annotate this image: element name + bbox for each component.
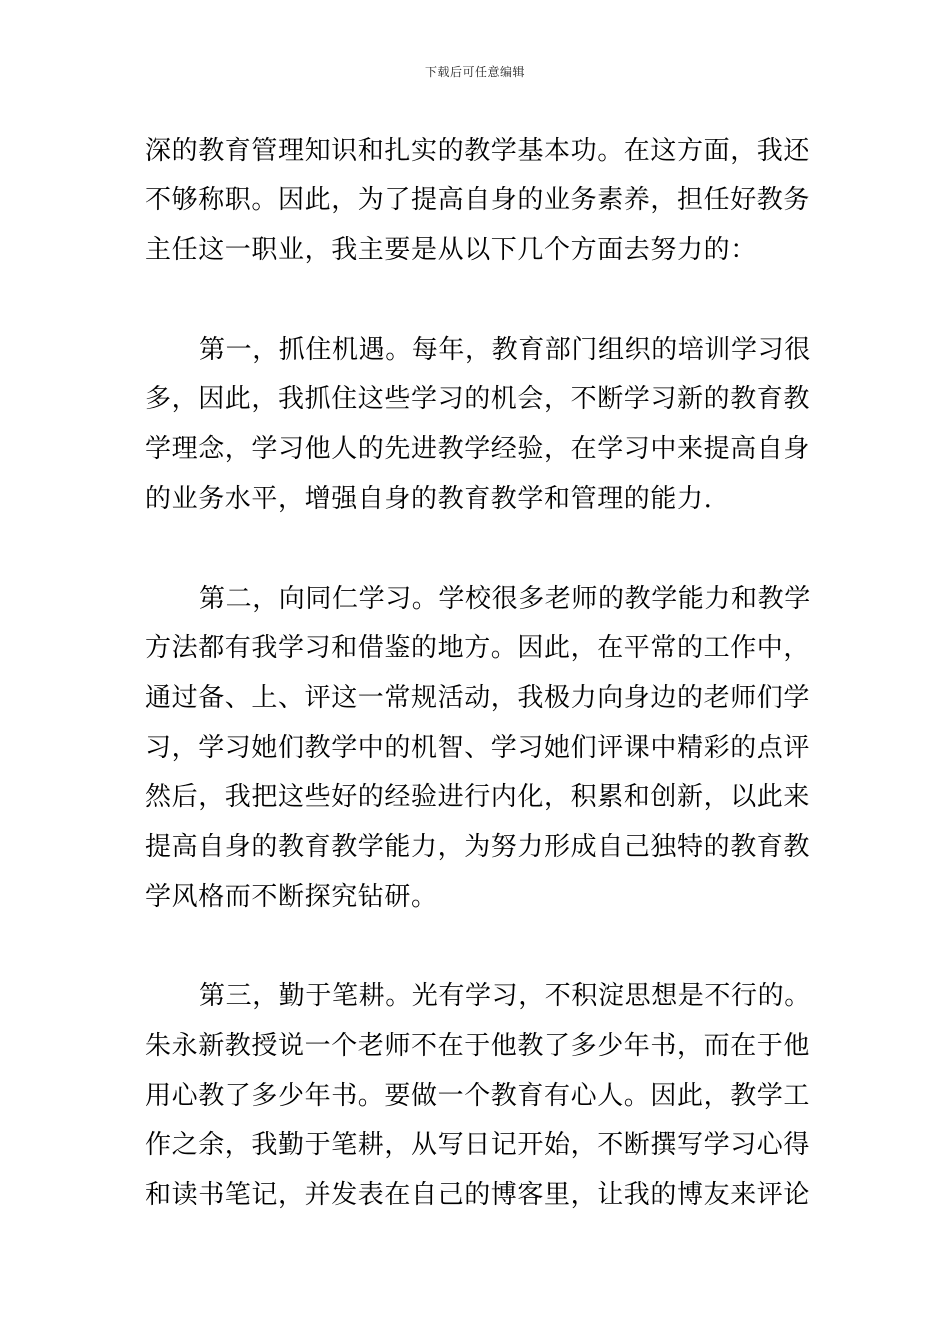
text-line: 主任这一职业，我主要是从以下几个方面去努力的： <box>145 235 757 265</box>
text-line: 朱永新教授说一个老师不在于他教了多少年书，而在于他 <box>145 1031 811 1061</box>
text-line: 习，学习她们教学中的机智、学习她们评课中精彩的点评 <box>145 733 811 763</box>
text-line: 作之余，我勤于笔耕，从写日记开始，不断撰写学习心得 <box>145 1130 811 1160</box>
text-line: 提高自身的教育教学能力，为努力形成自己独特的教育教 <box>145 832 811 862</box>
text-line: 方法都有我学习和借鉴的地方。因此，在平常的工作中， <box>145 633 811 663</box>
text-line: 和读书笔记，并发表在自己的博客里，让我的博友来评论 <box>145 1180 811 1210</box>
text-line: 的业务水平，增强自身的教育教学和管理的能力. <box>145 484 713 514</box>
text-line: 深的教育管理知识和扎实的教学基本功。在这方面，我还 <box>145 136 811 166</box>
text-line: 通过备、上、评这一常规活动，我极力向身边的老师们学 <box>145 683 811 713</box>
text-line: 多，因此，我抓住这些学习的机会，不断学习新的教育教 <box>145 384 811 414</box>
text-line: 第二，向同仁学习。学校很多老师的教学能力和教学 <box>199 584 811 614</box>
text-line: 不够称职。因此，为了提高自身的业务素养，担任好教务 <box>145 185 811 215</box>
text-line: 然后，我把这些好的经验进行内化，积累和创新，以此来 <box>145 782 811 812</box>
text-line: 第三，勤于笔耕。光有学习，不积淀思想是不行的。 <box>199 981 811 1011</box>
page-header: 下载后可任意编辑 <box>424 65 525 79</box>
text-line: 学风格而不断探究钻研。 <box>145 882 438 912</box>
text-line: 第一，抓住机遇。每年，教育部门组织的培训学习很 <box>199 335 811 365</box>
text-line: 学理念，学习他人的先进教学经验，在学习中来提高自身 <box>145 434 811 464</box>
text-line: 用心教了多少年书。要做一个教育有心人。因此，教学工 <box>145 1081 811 1111</box>
